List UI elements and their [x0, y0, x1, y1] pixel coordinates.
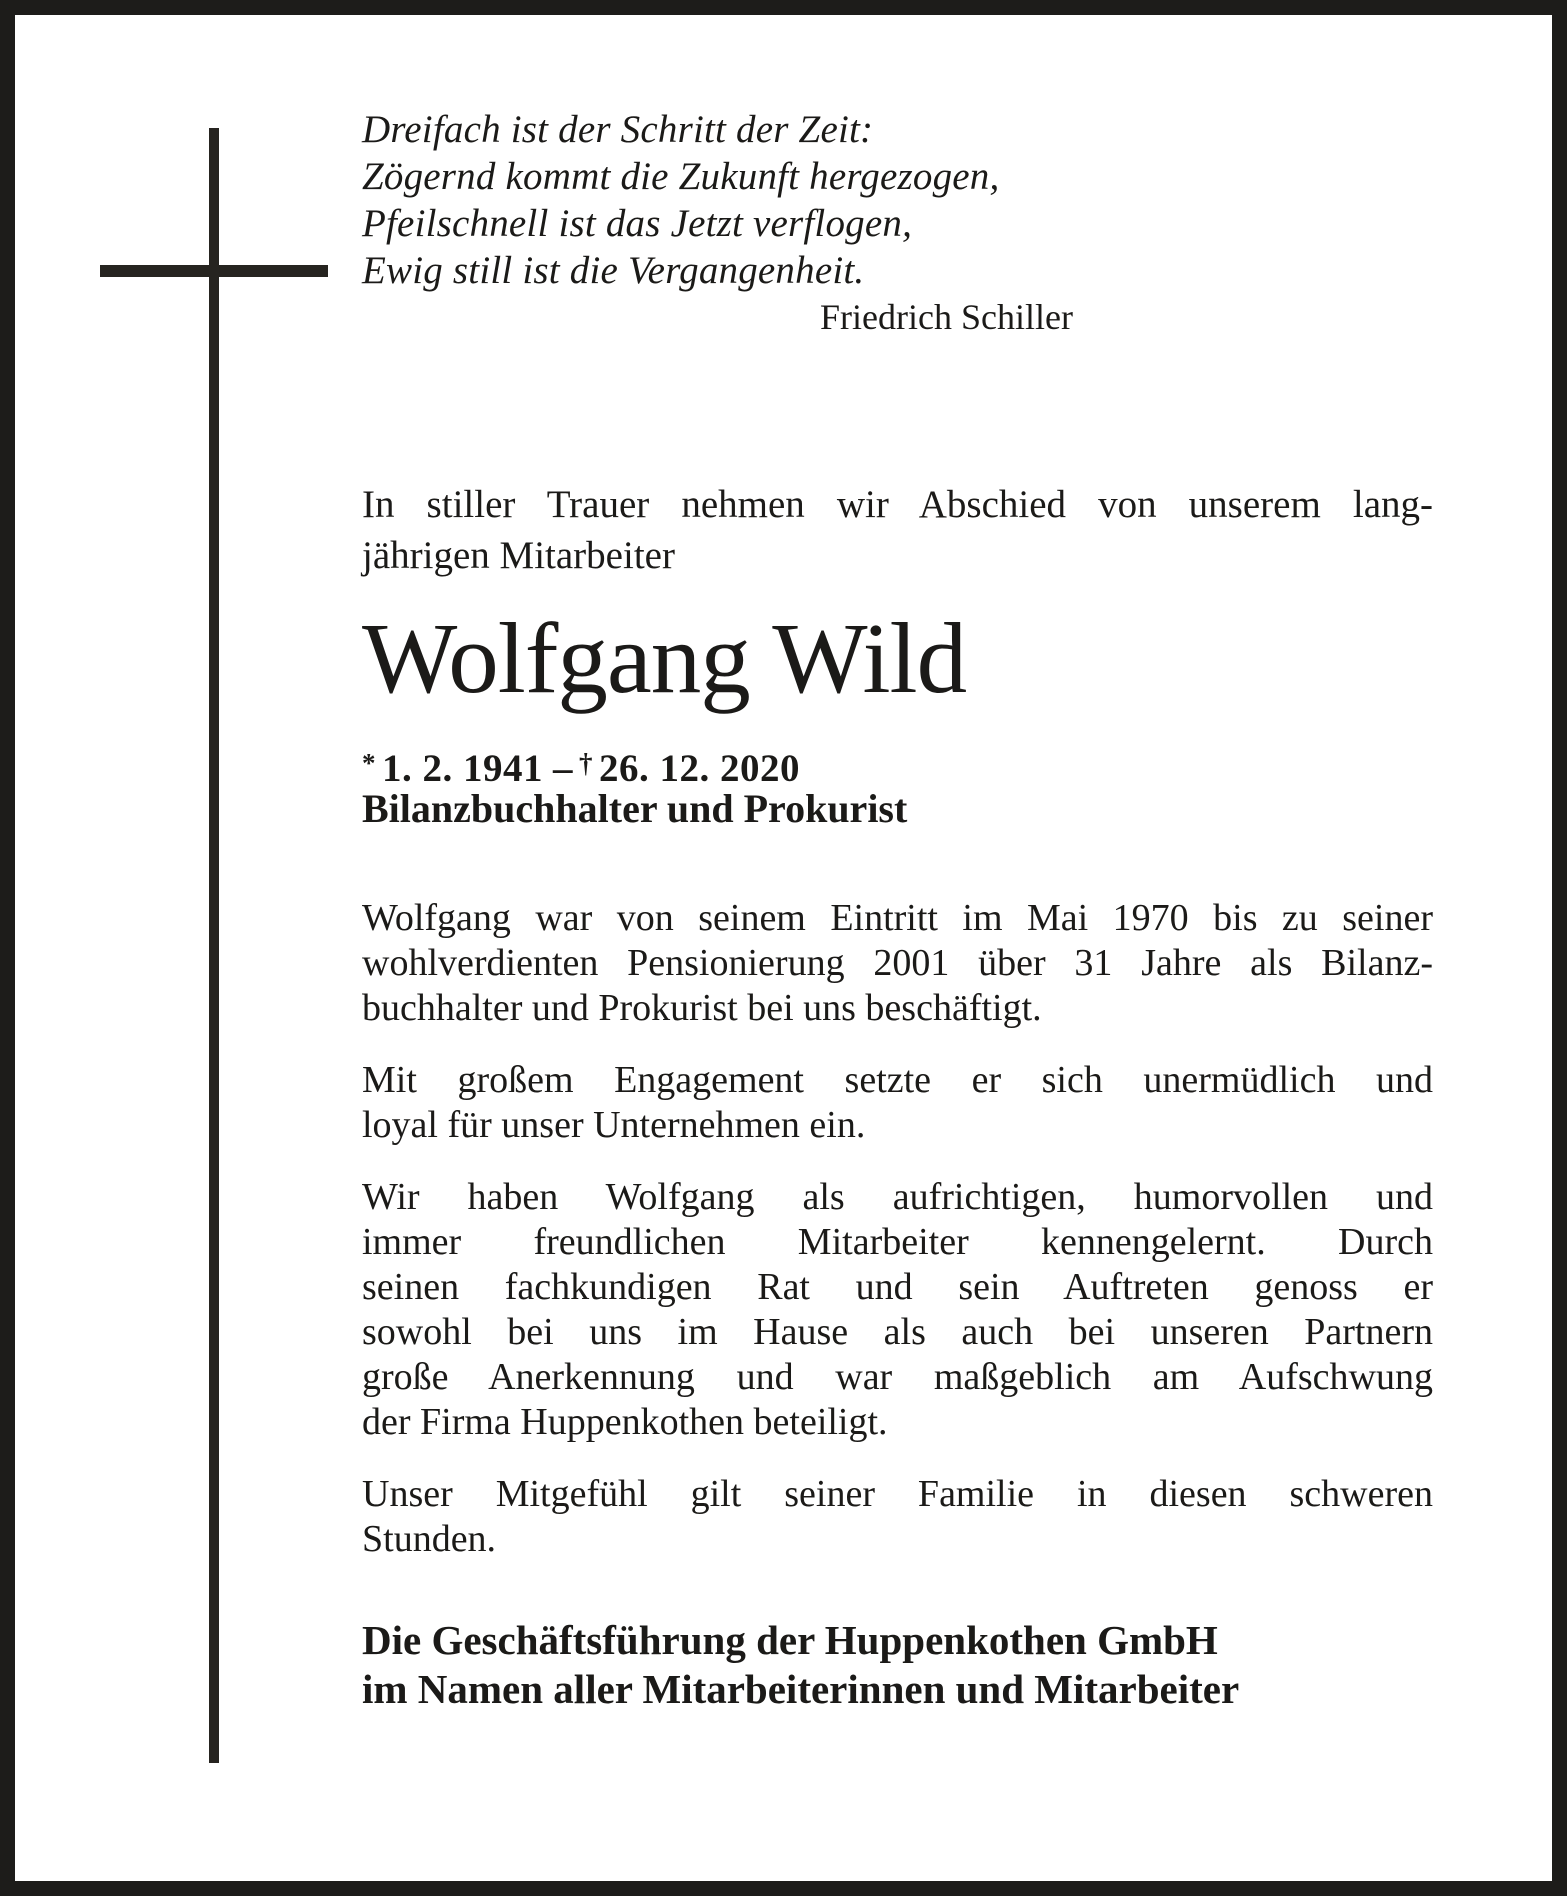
poem-line: Dreifach ist der Schritt der Zeit: [362, 108, 874, 151]
death-date: 26. 12. 2020 [599, 747, 800, 790]
poem-line: Pfeilschnell ist das Jetzt verflogen, [362, 202, 913, 245]
body-line: wohlverdienten Pensionierung 2001 über 31 Jahre als Bilanz- [362, 942, 1433, 984]
date-separator: – [553, 747, 573, 790]
body-line: Wir haben Wolfgang als aufrichtigen, humorvollen und [362, 1176, 1433, 1218]
poem-attribution: Friedrich Schiller [820, 297, 1073, 337]
poem-line: Ewig still ist die Vergangenheit. [362, 249, 865, 292]
body-line: Wolfgang war von seinem Eintritt im Mai 1970 bis zu seiner [362, 897, 1433, 939]
body-paragraph [362, 1175, 1433, 1445]
memorial-cross-icon-bar [100, 265, 328, 277]
life-dates [362, 741, 1433, 791]
closing-line: Die Geschäftsführung der Huppenkothen GmbH [362, 1617, 1218, 1663]
closing-signature [362, 1616, 1433, 1714]
body-line: Stunden. [362, 1518, 497, 1560]
closing-line: im Namen aller Mitarbeiterinnen und Mitarbeiter [362, 1666, 1240, 1712]
body-line: immer freundlichen Mitarbeiter kennengelernt. Durch [362, 1221, 1433, 1263]
intro-line: In stiller Trauer nehmen wir Abschied von unserem lang- [362, 483, 1433, 526]
death-cross-symbol: † [579, 748, 593, 778]
deceased-name: Wolfgang Wild [362, 602, 967, 714]
body-line: Mit großem Engagement setzte er sich unermüdlich und [362, 1059, 1433, 1101]
body-line: sowohl bei uns im Hause als auch bei unseren Partnern [362, 1311, 1433, 1353]
birth-date: 1. 2. 1941 [382, 747, 543, 790]
body-line: seinen fachkundigen Rat und sein Auftreten genoss er [362, 1266, 1433, 1308]
body-line: buchhalter und Prokurist bei uns beschäftigt. [362, 987, 1042, 1029]
memorial-cross-icon [209, 128, 219, 1763]
body-paragraph [362, 1058, 1433, 1148]
intro-line: jährigen Mitarbeiter [362, 534, 675, 577]
body-line: große Anerkennung und war maßgeblich am Aufschwung [362, 1356, 1433, 1398]
birth-star-symbol: * [362, 748, 376, 778]
body-paragraph [362, 1472, 1433, 1562]
body-line: der Firma Huppenkothen beteiligt. [362, 1401, 888, 1443]
poem-line: Zögernd kommt die Zukunft hergezogen, [362, 155, 1000, 198]
body-line: Unser Mitgefühl gilt seiner Familie in diesen schweren [362, 1473, 1433, 1515]
body-line: loyal für unser Unternehmen ein. [362, 1104, 866, 1146]
deceased-job-title: Bilanzbuchhalter und Prokurist [362, 786, 908, 831]
obituary-body [362, 896, 1433, 1589]
poem-quote [362, 106, 1433, 294]
body-paragraph [362, 896, 1433, 1031]
intro-paragraph [362, 479, 1433, 581]
